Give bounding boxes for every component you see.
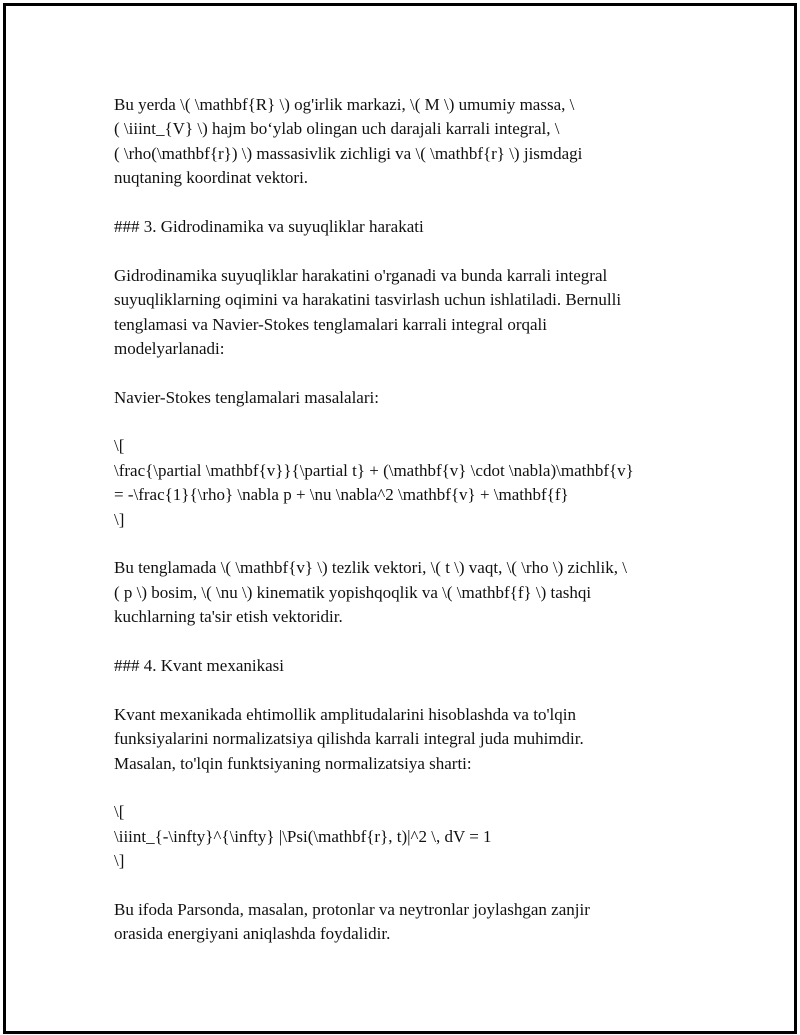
- paragraph-navier-stokes-label: [114, 386, 684, 410]
- paragraph-closing: [114, 898, 684, 947]
- equation-line: \iiint_{-\infty}^{\infty} |\Psi(\mathbf{r}, t)|^2 \, dV = 1: [114, 826, 492, 846]
- document-body: [114, 93, 684, 947]
- paragraph-quantum-intro: [114, 703, 684, 776]
- text-line: nuqtaning koordinat vektori.: [114, 168, 309, 188]
- equation-normalization: [114, 800, 684, 873]
- equation-line: \]: [114, 509, 125, 529]
- text-line: Gidrodinamika suyuqliklar harakatini o'rganadi va bunda karrali integral: [114, 265, 608, 285]
- equation-line: \[: [114, 436, 125, 456]
- text-line: Bu yerda \( \mathbf{R} \) og'irlik markazi, \( M \) umumiy massa, \: [114, 95, 575, 114]
- text-line: ( \rho(\mathbf{r}) \) massasivlik zichligi va \( \mathbf{r} \) jismdagi: [114, 143, 583, 163]
- text-line: Bu tenglamada \( \mathbf{v} \) tezlik vektori, \( t \) vaqt, \( \rho \) zichlik, \: [114, 558, 627, 578]
- equation-navier-stokes: [114, 434, 684, 532]
- text-line: tenglamasi va Navier-Stokes tenglamalari karrali integral orqali: [114, 314, 547, 334]
- paragraph-center-of-mass-definitions: [114, 93, 684, 191]
- paragraph-gap: [114, 410, 684, 434]
- text-line: Kvant mexanikada ehtimollik amplitudalarini hisoblashda va to'lqin: [114, 704, 576, 724]
- equation-line: \frac{\partial \mathbf{v}}{\partial t} + (\mathbf{v} \cdot \nabla)\mathbf{v}: [114, 460, 634, 480]
- equation-line: \[: [114, 802, 125, 822]
- paragraph-gap: [114, 874, 684, 898]
- text-line: kuchlarning ta'sir etish vektoridir.: [114, 607, 343, 627]
- text-line: funksiyalarini normalizatsiya qilishda karrali integral juda muhimdir.: [114, 729, 584, 749]
- paragraph-gap: [114, 776, 684, 800]
- paragraph-navier-stokes-terms: [114, 556, 684, 629]
- text-line: ( \iiint_{V} \) hajm bo‘ylab olingan uch darajali karrali integral, \: [114, 119, 560, 139]
- section-heading-quantum: [114, 654, 684, 678]
- paragraph-gap: [114, 678, 684, 702]
- paragraph-hydrodynamics-intro: [114, 264, 684, 362]
- heading-line: ### 3. Gidrodinamika va suyuqliklar harakati: [114, 216, 424, 236]
- paragraph-gap: [114, 630, 684, 654]
- equation-line: = -\frac{1}{\rho} \nabla p + \nu \nabla^2 \mathbf{v} + \mathbf{f}: [114, 485, 569, 505]
- heading-line: ### 4. Kvant mexanikasi: [114, 655, 284, 675]
- text-line: Bu ifoda Parsonda, masalan, protonlar va neytronlar joylashgan zanjir: [114, 899, 590, 919]
- paragraph-gap: [114, 239, 684, 263]
- text-line: Navier-Stokes tenglamalari masalalari:: [114, 387, 379, 407]
- section-heading-hydrodynamics: [114, 215, 684, 239]
- text-line: modelyarlanadi:: [114, 338, 225, 358]
- text-line: orasida energiyani aniqlashda foydalidir.: [114, 924, 391, 944]
- paragraph-gap: [114, 191, 684, 215]
- text-line: ( p \) bosim, \( \nu \) kinematik yopishqoqlik va \( \mathbf{f} \) tashqi: [114, 582, 592, 602]
- equation-line: \]: [114, 851, 125, 871]
- paragraph-gap: [114, 532, 684, 556]
- text-line: suyuqliklarning oqimini va harakatini tasvirlash uchun ishlatiladi. Bernulli: [114, 290, 622, 310]
- text-line: Masalan, to'lqin funktsiyaning normalizatsiya sharti:: [114, 753, 472, 773]
- paragraph-gap: [114, 361, 684, 385]
